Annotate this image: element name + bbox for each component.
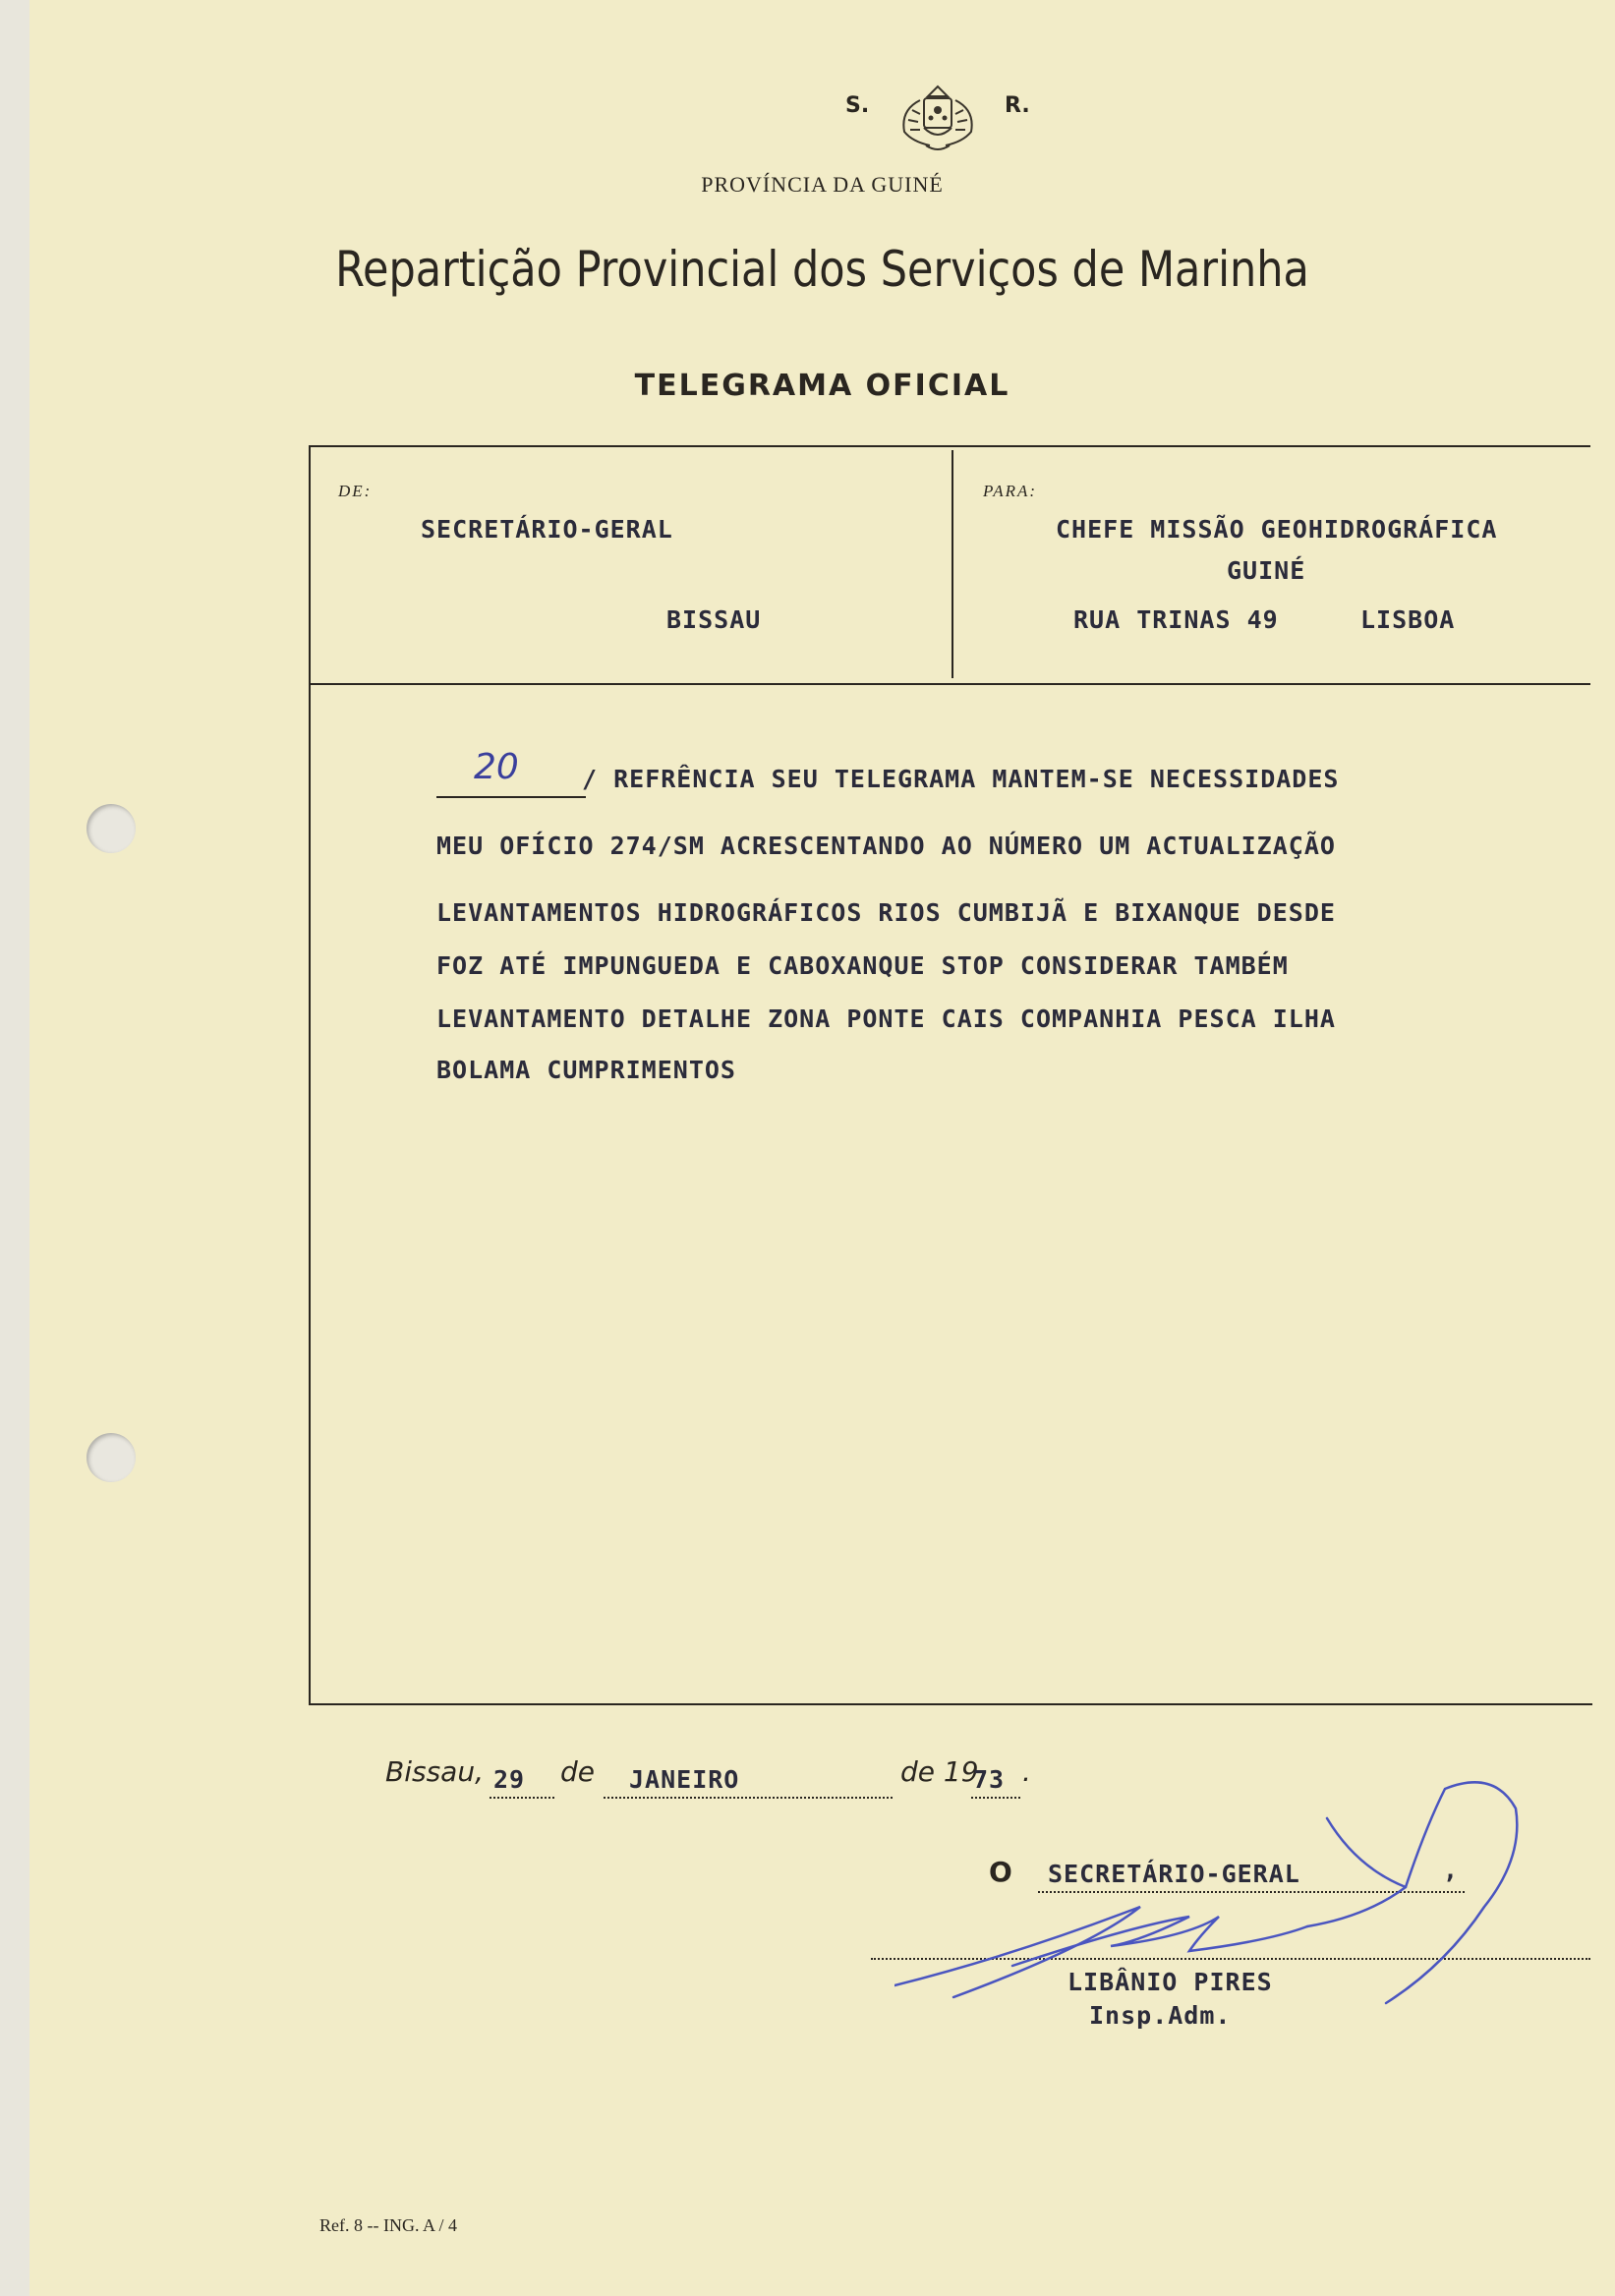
frame-divider-line <box>952 450 953 678</box>
reference-number-field <box>436 747 586 798</box>
body-line-3: LEVANTAMENTOS HIDROGRÁFICOS RIOS CUMBIJÃ E BIXANQUE DESDE <box>436 898 1336 927</box>
date-end: . <box>1022 1755 1031 1788</box>
frame-top-line <box>309 445 1590 447</box>
reference-number: 20 <box>474 747 519 787</box>
body-line-6: BOLAMA CUMPRIMENTOS <box>436 1056 736 1084</box>
from-label: DE: <box>338 482 373 500</box>
handwritten-signature-icon <box>894 1769 1533 2025</box>
document-type: TELEGRAMA OFICIAL <box>634 369 1010 403</box>
to-line2: GUINÉ <box>1227 556 1306 585</box>
to-label: PARA: <box>983 482 1038 500</box>
province-name: PROVÍNCIA DA GUINÉ <box>701 172 944 197</box>
signature-prefix: O <box>989 1856 1012 1888</box>
signatory-rank: Insp.Adm. <box>1089 2001 1232 2030</box>
signature-comma: , <box>1443 1856 1460 1884</box>
frame-header-bottom-line <box>309 683 1590 685</box>
header-r: R. <box>1005 93 1030 118</box>
form-reference: Ref. 8 -- ING. A / 4 <box>319 2215 457 2235</box>
body-line-5: LEVANTAMENTO DETALHE ZONA PONTE CAIS COMPANHIA PESCA ILHA <box>436 1004 1336 1033</box>
date-place: Bissau, <box>385 1755 484 1788</box>
to-street: RUA TRINAS 49 <box>1073 605 1279 634</box>
from-name: SECRETÁRIO-GERAL <box>421 515 673 544</box>
office-title: Repartição Provincial dos Serviços de Marinha <box>335 241 1309 298</box>
document-page <box>29 0 1615 2296</box>
body-line-4: FOZ ATÉ IMPUNGUEDA E CABOXANQUE STOP CONSIDERAR TAMBÉM <box>436 951 1289 980</box>
date-month: JANEIRO <box>629 1765 740 1794</box>
punch-hole-top <box>87 804 136 853</box>
to-city: LISBOA <box>1360 605 1456 634</box>
to-line1: CHEFE MISSÃO GEOHIDROGRÁFICA <box>1056 515 1498 544</box>
frame-bottom-line <box>309 1703 1592 1705</box>
punch-hole-bottom <box>87 1433 136 1482</box>
date-day: 29 <box>493 1765 526 1794</box>
header-s: S. <box>845 93 870 118</box>
body-line-2: MEU OFÍCIO 274/SM ACRESCENTANDO AO NÚMERO UM ACTUALIZAÇÃO <box>436 832 1336 860</box>
date-month-field <box>604 1765 893 1799</box>
from-city: BISSAU <box>666 605 762 634</box>
body-line-1: / REFRÊNCIA SEU TELEGRAMA MANTEM-SE NECESSIDADES <box>582 765 1340 793</box>
date-de-2: de 19 <box>900 1755 979 1788</box>
date-day-field <box>490 1765 554 1799</box>
date-de-1: de <box>560 1755 595 1788</box>
signature-title: SECRETÁRIO-GERAL <box>1048 1860 1300 1888</box>
date-year: 73 <box>973 1765 1006 1794</box>
signatory-name: LIBÂNIO PIRES <box>1067 1968 1273 1996</box>
frame-left-line <box>309 445 311 1705</box>
coat-of-arms-icon <box>891 81 985 159</box>
